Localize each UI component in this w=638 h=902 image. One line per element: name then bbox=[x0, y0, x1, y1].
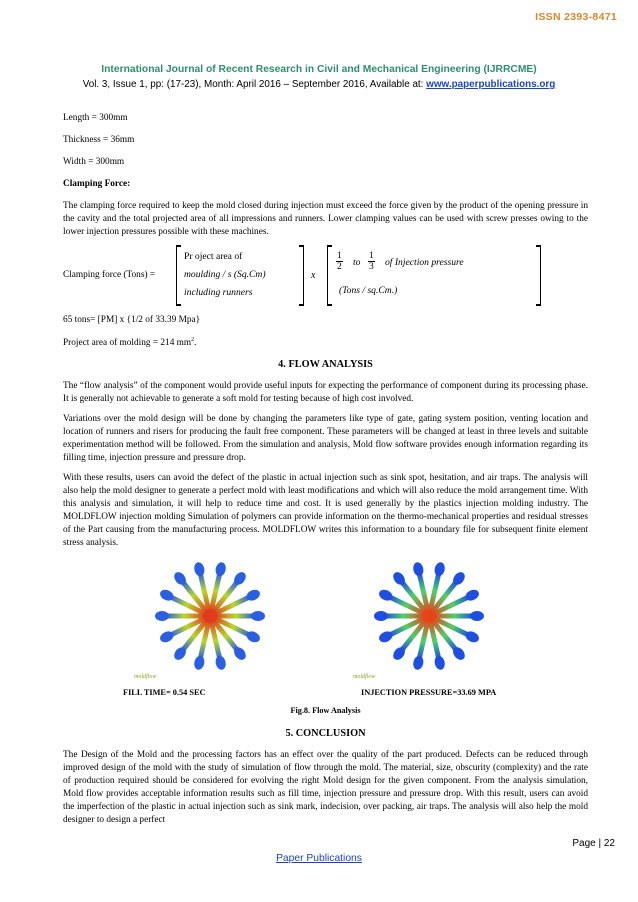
injection-pressure-term: of Injection pressure bbox=[385, 257, 464, 268]
units-term: (Tons / sq.Cm.) bbox=[339, 285, 398, 296]
flow-paragraph-3: With these results, users can avoid the defect of the plastic in actual injection such as sink spot, hesitation, and air traps. The analysis will also help the mold designer to generate a perfect mold with least modifications and which will also reduce the mold arrangement time. With this analysis and simulation, it will help to reduce time and cost. It is used generally by the plastics injection molding industry. The MOLDFLOW injection molding Simulation of polymers can provide information on the thermo-mechanical properties and residual stresses of the Part causing from the manufacturing process. MOLDFLOW writes this information to a boundary file for subsequent finite element stress analysis. bbox=[63, 473, 588, 549]
spec-thickness: Thickness = 36mm bbox=[63, 135, 135, 145]
flow-analysis-figures bbox=[63, 558, 588, 686]
hub-circle bbox=[422, 609, 436, 623]
spec-length: Length = 300mm bbox=[63, 113, 128, 123]
formula-matrix-right bbox=[327, 246, 541, 304]
clamping-formula bbox=[63, 246, 588, 308]
figure-captions bbox=[63, 686, 588, 700]
page-number: Page | 22 bbox=[572, 838, 615, 849]
volume-text: Vol. 3, Issue 1, pp: (17-23), Month: April 2016 – September 2016, Available at: bbox=[82, 79, 427, 90]
website-link[interactable]: www.paperpublications.org bbox=[426, 79, 556, 90]
hub-circle bbox=[203, 609, 217, 623]
moldflow-watermark: moldflow bbox=[134, 674, 157, 681]
conclusion-heading: 5. CONCLUSION bbox=[285, 728, 366, 740]
flow-paragraph-2: Variations over the mold design will be done by changing the parameters like type of gate, gating system position, venting location and location of runners and risers for producing the fault free component. These parameters will be changed at least in three levels and suitable experimentation method will be followed. From the simulation and analysis, Mold flow software provides enough information regarding its filling time, injection pressure and pressure drop. bbox=[63, 414, 588, 464]
formula-label: Clamping force (Tons) = bbox=[63, 270, 156, 280]
injection-pressure-image bbox=[349, 558, 509, 682]
volume-line bbox=[0, 79, 638, 90]
matrix-row-2: moulding / s (Sq.Cm) bbox=[184, 269, 266, 280]
conclusion-paragraph: The Design of the Mold and the processing factors has an effect over the quality of the part produced. Defects can be reduced through improved design of the mold with the study of simulation of flow through the mold. The material, size, obscurity (complexity) and the rate of production required should be considered for evolving the right Mold design for the given component. From the analysis simulation, Mold flow provides acceptable information results such as fill time, injection pressure and pressure drop. With this result, users can avoid the imperfection of the plastic in actual injection such as sink mark, indecision, over packing, air traps. The analysis will also help the mold designer to design a perfect bbox=[63, 750, 588, 826]
formula-matrix-left bbox=[176, 246, 304, 304]
clamping-paragraph: The clamping force required to keep the mold closed during injection must exceed the force given by the product of the opening pressure in the cavity and the total projected area of all impressions and runners. Lower clamping values can be used with screw presses owing to the lower injection pressures possible with these machines. bbox=[63, 201, 588, 237]
spec-width: Width = 300mm bbox=[63, 157, 125, 167]
issn-number: ISSN 2393-8471 bbox=[535, 11, 617, 23]
moldflow-watermark: moldflow bbox=[353, 674, 376, 681]
fraction-third: $\frac{1}{3}$ bbox=[369, 250, 374, 272]
journal-title: International Journal of Recent Research in Civil and Mechanical Engineering (IJRRCME) bbox=[101, 64, 537, 75]
figure-caption: Fig.8. Flow Analysis bbox=[290, 706, 361, 716]
project-area-line: Project area of molding = 214 $mm^2$. bbox=[63, 337, 197, 349]
publisher-footer: Paper Publications bbox=[276, 853, 362, 864]
to-word: to bbox=[353, 257, 361, 268]
clamping-heading: Clamping Force: bbox=[63, 179, 131, 189]
tons-line: 65 tons= [PM] x {1/2 of 33.39 Mpa} bbox=[63, 315, 201, 325]
fraction-half: $\frac{1}{2}$ bbox=[337, 250, 342, 272]
times-sign: x bbox=[311, 270, 316, 281]
page-content bbox=[63, 112, 588, 834]
flow-analysis-heading: 4. FLOW ANALYSIS bbox=[278, 359, 373, 371]
matrix-row-1: Pr oject area of bbox=[184, 251, 243, 262]
injection-pressure-caption: INJECTION PRESSURE=33.69 MPA bbox=[361, 688, 497, 698]
matrix-row-3: including runners bbox=[184, 287, 253, 298]
flow-paragraph-1: The “flow analysis” of the component would provide useful inputs for expecting the performance of component during its processing phase. It is generally not achievable to generate a soft mold for testing because of high cost involved. bbox=[63, 381, 588, 405]
fill-time-image bbox=[130, 558, 290, 682]
fill-time-caption: FILL TIME= 0.54 SEC bbox=[123, 688, 206, 698]
